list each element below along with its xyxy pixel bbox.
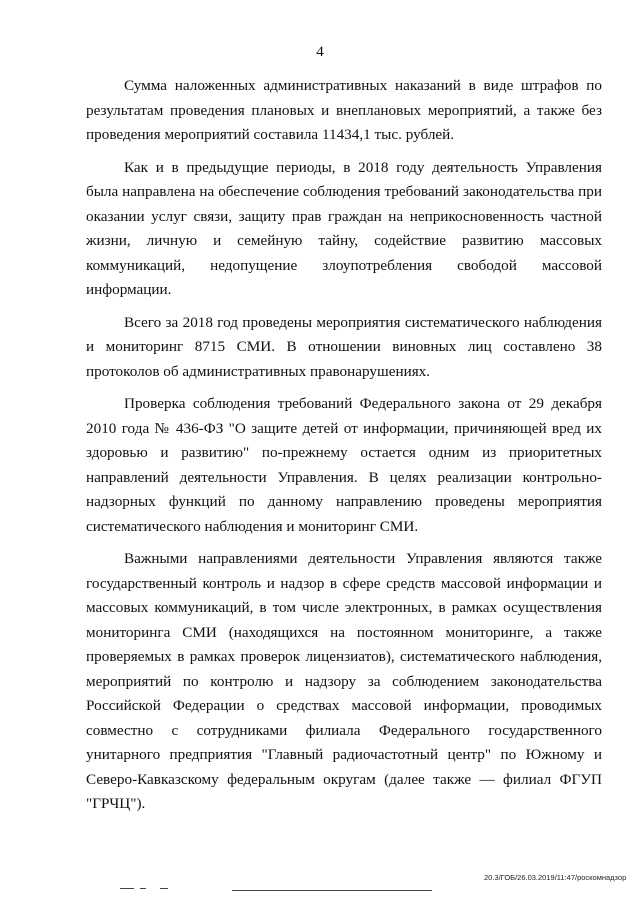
footer-scan-marks xyxy=(0,888,640,898)
scan-mark xyxy=(160,888,168,889)
scan-mark xyxy=(140,888,146,889)
document-body xyxy=(86,74,602,825)
paragraph-child-protection-law: Проверка соблюдения требований Федерального закона от 29 декабря 2010 года № 436-ФЗ "О защите детей от информации, причиняющей вред их здоровью и развитию" по-прежнему остается одним из приоритетных направлений деятельности Управления. В целях реализации контрольно-надзорных функций по данному направлению проведены мероприятия систематического наблюдения и мониторинг СМИ. xyxy=(86,395,602,535)
page-number: 4 xyxy=(316,44,324,60)
footer-registration-stamp: 20.3/ГОБ/26.03.2019/11:47/роскомнадзор xyxy=(484,873,627,882)
paragraph-activity-direction: Как и в предыдущие периоды, в 2018 году деятельность Управления была направлена на обеспечение соблюдения требований законодательства при оказании услуг связи, защиту прав граждан на неприкосновенность частной жизни, личную и семейную тайну, содействие развитию массовых коммуникаций, недопущение злоупотребления свободой массовой информации. xyxy=(86,158,602,298)
paragraph-monitoring-total: Всего за 2018 год проведены мероприятия систематического наблюдения и мониторинг 8715 СМИ. В отношении виновных лиц составлено 38 протоколов об административных правонарушениях. xyxy=(86,313,602,380)
scan-mark xyxy=(120,888,134,889)
paragraph-fines-sum: Сумма наложенных административных наказаний в виде штрафов по результатам проведения плановых и внеплановых мероприятий, а также без проведения мероприятий составила 11434,1 тыс. рублей. xyxy=(86,77,602,143)
scan-mark xyxy=(232,890,432,891)
paragraph-state-control: Важными направлениями деятельности Управления являются также государственный контроль и надзор в сфере средств массовой информации и массовых коммуникаций, в том числе электронных, в рамках осуществления мониторинга СМИ (находящихся на постоянном мониторинге, а также проверяемых в рамках проверок лицензиатов), систематического наблюдения, мероприятий по контролю и надзору за соблюдением законодательства Российской Федерации о средствах массовой информации, проводимых совместно с сотрудниками филиала Федерального государственного унитарного предприятия "Главный радиочастотный центр" по Южному и Северо-Кавказскому федеральным округам (далее также — филиал ФГУП "ГРЧЦ"). xyxy=(86,550,602,812)
